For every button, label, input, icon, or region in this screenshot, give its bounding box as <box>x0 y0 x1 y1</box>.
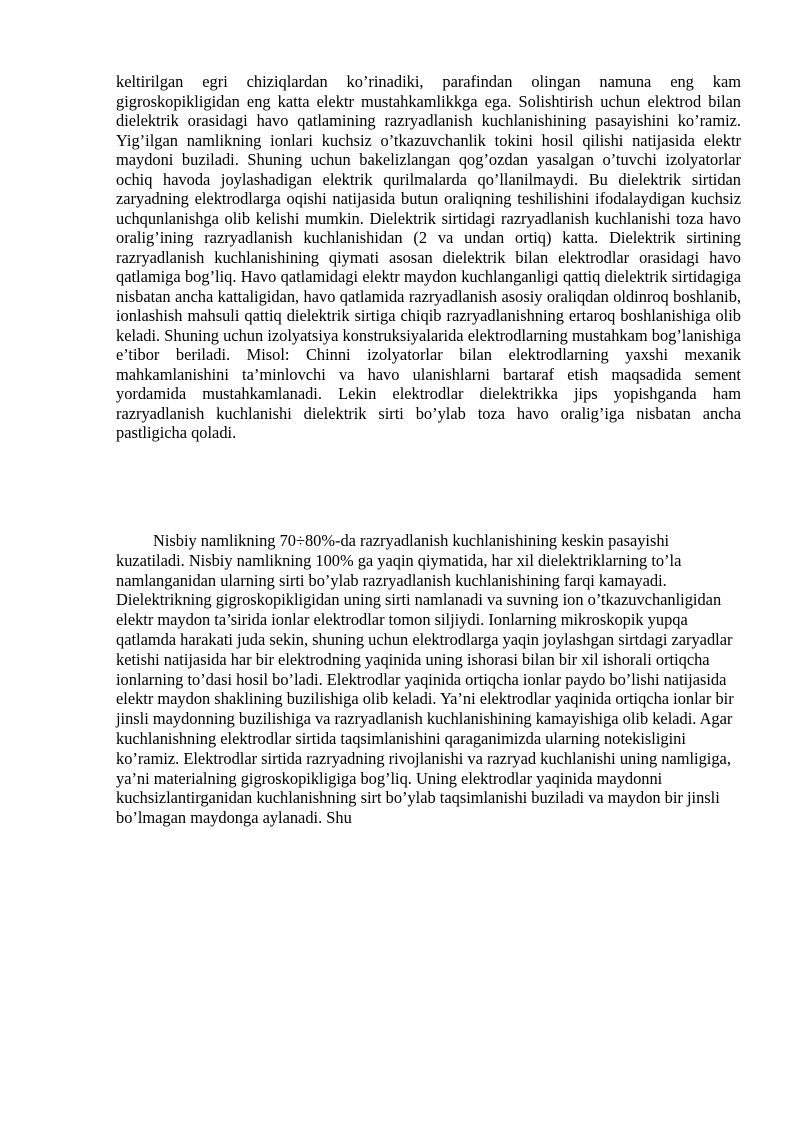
paragraph-2: Nisbiy namlikning 70÷80%-da razryadlanish kuchlanishining keskin pasayishi kuzatiladi. Nisbiy namlikning 100% ga yaqin qiymatida, har xil dielektriklarning to’la namlanganidan ularning sirti bo’ylab razryadlanish kuchlanishining farqi kamayadi. Dielektrikning gigroskopikligidan uning sirti namlanadi va suvning ion o’tkazuvchanligidan elektr maydon ta’sirida ionlar elektrodlar tomon siljiydi. Ionlarning mikroskopik yupqa qatlamda harakati juda sekin, shuning uchun elektrodlarga yaqin joylashgan sirtdagi zaryadlar ketishi natijasida har bir elektrodning yaqinida uning ishorasi bilan bir xil ishorali ortiqcha ionlarning to’dasi hosil bo’ladi. Elektrodlar yaqinida ortiqcha ionlar paydo bo’lishi natijasida elektr maydon shaklining buzilishiga olib keladi. Ya’ni elektrodlar yaqinida ortiqcha ionlar bir jinsli maydonning buzilishiga va razryadlanish kuchlanishining kamayishiga olib keladi. Agar kuchlanishning elektrodlar sirtida taqsimlanishini qaraganimizda ularning notekisligini ko’ramiz. Elektrodlar sirtida razryadning rivojlanishi va razryad kuchlanishi uning namligiga, ya’ni materialning gigroskopikligiga bog’liq. Uning elektrodlar yaqinida maydonni kuchsizlantirganidan kuchlanishning sirt bo’ylab taqsimlanishi buziladi va maydon bir jinsli bo’lmagan maydonga aylanadi. Shu <box>116 531 734 828</box>
paragraph-1: keltirilgan egri chiziqlardan ko’rinadiki, parafindan olingan namuna eng kam gigroskopikligidan eng katta elektr mustahkamlikkga ega. Solishtirish uchun elektrod bilan dielektrik orasidagi havo qatlamining razryadlanish kuchlanishining pasayishini ko’ramiz. Yig’ilgan namlikning ionlari kuchsiz o’tkazuvchanlik tokini hosil qilishi natijasida elektr maydoni buziladi. Shuning uchun bakelizlangan qog’ozdan yasalgan o’tuvchi izolyatorlar ochiq havoda joylashadigan elektrik qurilmalarda qo’llanilmaydi. Bu dielektrik sirtidan zaryadning elektrodlarga oqishi natijasida butun oraliqning teshilishini ifodalaydigan kuchsiz uchqunlanishga olib kelishi mumkin. Dielektrik sirtidagi razryadlanish kuchlanishi toza havo oralig’ining razryadlanish kuchlanishidan (2 va undan ortiq) katta. Dielektrik sirtining razryadlanish kuchlanishining qiymati asosan dielektrik bilan elektrodlar orasidagi havo qatlamiga bog’liq. Havo qatlamidagi elektr maydon kuchlanganligi qattiq dielektrik sirtidagiga nisbatan ancha kattaligidan, havo qatlamida razryadlanish asosiy oraliqdan oldinroq boshlanib, ionlashish mahsuli qattiq dielektrik sirtiga chiqib razryadlanishning ertaroq boshlanishiga olib keladi. Shuning uchun izolyatsiya konstruksiyalarida elektrodlarning mustahkam bog’lanishiga e’tibor beriladi. Misol: Chinni izolyatorlar bilan elektrodlarning yaxshi mexanik mahkamlanishini ta’minlovchi va havo ulanishlarni bartaraf etish maqsadida sement yordamida mustahkamlanadi. Lekin elektrodlar dielektrikka jips yopishganda ham razryadlanish kuchlanishi dielektrik sirti bo’ylab toza havo oralig’iga nisbatan ancha pastligicha qoladi. <box>116 72 741 442</box>
